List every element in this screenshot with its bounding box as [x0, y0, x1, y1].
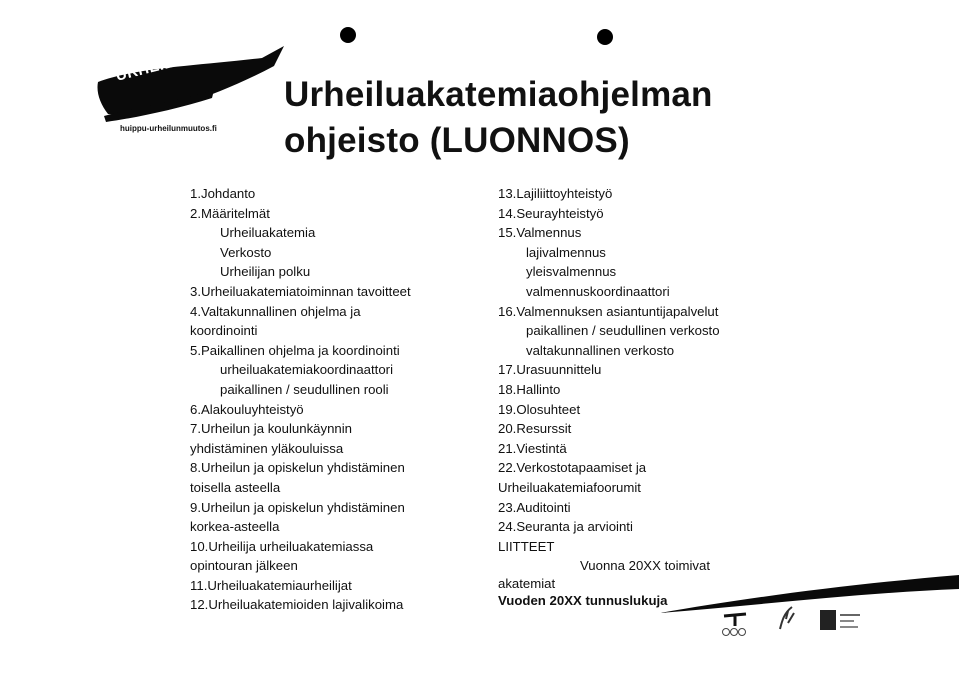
appendix-line-1: Vuonna 20XX toimivat	[580, 558, 711, 573]
toc-subitem: urheiluakatemiakoordinaattori	[220, 362, 394, 378]
toc-item: 14.Seurayhteistyö	[498, 205, 604, 221]
toc-subitem: yleisvalmennus	[526, 264, 617, 280]
toc-item: 13.Lajiliittoyhteistyö	[498, 186, 613, 201]
toc-item: 8.Urheilun ja opiskelun yhdistäminen	[190, 460, 405, 476]
toc-item: yhdistäminen yläkouluissa	[190, 440, 344, 456]
toc-item: 9.Urheilun ja opiskelun yhdistäminen	[190, 499, 405, 515]
toc-item: 6.Alakouluyhteistyö	[190, 401, 304, 417]
decorative-swoosh	[660, 565, 959, 615]
toc-item: LIITTEET	[498, 538, 555, 554]
toc-item: 19.Olosuhteet	[498, 401, 581, 417]
toc-item: 21.Viestintä	[498, 440, 567, 456]
toc-item: opintouran jälkeen	[190, 558, 298, 574]
bird-olympic-icon	[720, 610, 750, 638]
feather-logo	[776, 605, 798, 633]
toc-item: Urheiluakatemiafoorumit	[498, 479, 641, 495]
toc-subitem: Verkosto	[220, 244, 272, 260]
toc-item: 17.Urasuunnittelu	[498, 362, 602, 378]
toc-item: 7.Urheilun ja koulunkäynnin	[190, 421, 353, 437]
toc-item: 12.Urheiluakatemioiden lajivalikoima	[190, 597, 404, 613]
page-title	[284, 74, 713, 162]
toc-item: 24.Seuranta ja arviointi	[498, 519, 633, 535]
coat-of-arms-logo	[818, 608, 866, 636]
toc-item: koordinointi	[190, 323, 258, 339]
toc-item: 15.Valmennus	[498, 225, 582, 241]
toc-item: korkea-asteella	[190, 519, 280, 535]
toc-subitem: Urheiluakatemia	[220, 225, 316, 241]
toc-item: 22.Verkostotapaamiset ja	[498, 460, 647, 476]
punch-hole-right	[597, 29, 613, 45]
logo-banner-text: URHEILIJAN POLKU	[113, 30, 269, 85]
title-line-2: ohjeisto (LUONNOS)	[284, 121, 630, 160]
toc-subitem: Urheilijan polku	[220, 264, 311, 280]
toc-item: 10.Urheilija urheiluakatemiassa	[190, 538, 374, 554]
toc-item: toisella asteella	[190, 479, 281, 495]
toc-subitem: valmennuskoordinaattori	[526, 283, 670, 299]
appendix-line-2: akatemiat	[498, 576, 556, 591]
punch-hole-left	[340, 27, 356, 43]
toc-item: 4.Valtakunnallinen ohjelma ja	[190, 303, 361, 319]
toc-subitem: paikallinen / seudullinen rooli	[220, 381, 389, 397]
toc-subitem: valtakunnallinen verkosto	[526, 342, 675, 358]
title-line-1: Urheiluakatemiaohjelman	[284, 75, 713, 114]
toc-item: 16.Valmennuksen asiantuntijapalvelut	[498, 303, 719, 319]
appendix-line-3: Vuoden 20XX tunnuslukuja	[498, 593, 668, 608]
toc-subitem: lajivalmennus	[526, 244, 606, 260]
logo-website: huippu-urheilunmuutos.fi	[120, 124, 217, 133]
urheilijan-polku-logo	[94, 30, 290, 124]
toc-left-column	[190, 184, 411, 615]
olympic-logo	[720, 610, 750, 640]
toc-item: 5.Paikallinen ohjelma ja koordinointi	[190, 342, 400, 358]
toc-item: 1.Johdanto	[190, 186, 256, 201]
toc-item: 18.Hallinto	[498, 381, 561, 397]
toc-item: 23.Auditointi	[498, 499, 571, 515]
feather-icon	[776, 605, 798, 631]
toc-item: 20.Resurssit	[498, 421, 572, 437]
toc-item: 2.Määritelmät	[190, 205, 270, 221]
toc-right-column	[498, 184, 720, 556]
toc-subitem: paikallinen / seudullinen verkosto	[526, 323, 720, 339]
toc-item: 11.Urheiluakatemiaurheilijat	[190, 577, 352, 593]
toc-item: 3.Urheiluakatemiatoiminnan tavoitteet	[190, 283, 411, 299]
coat-of-arms-icon	[818, 608, 866, 634]
